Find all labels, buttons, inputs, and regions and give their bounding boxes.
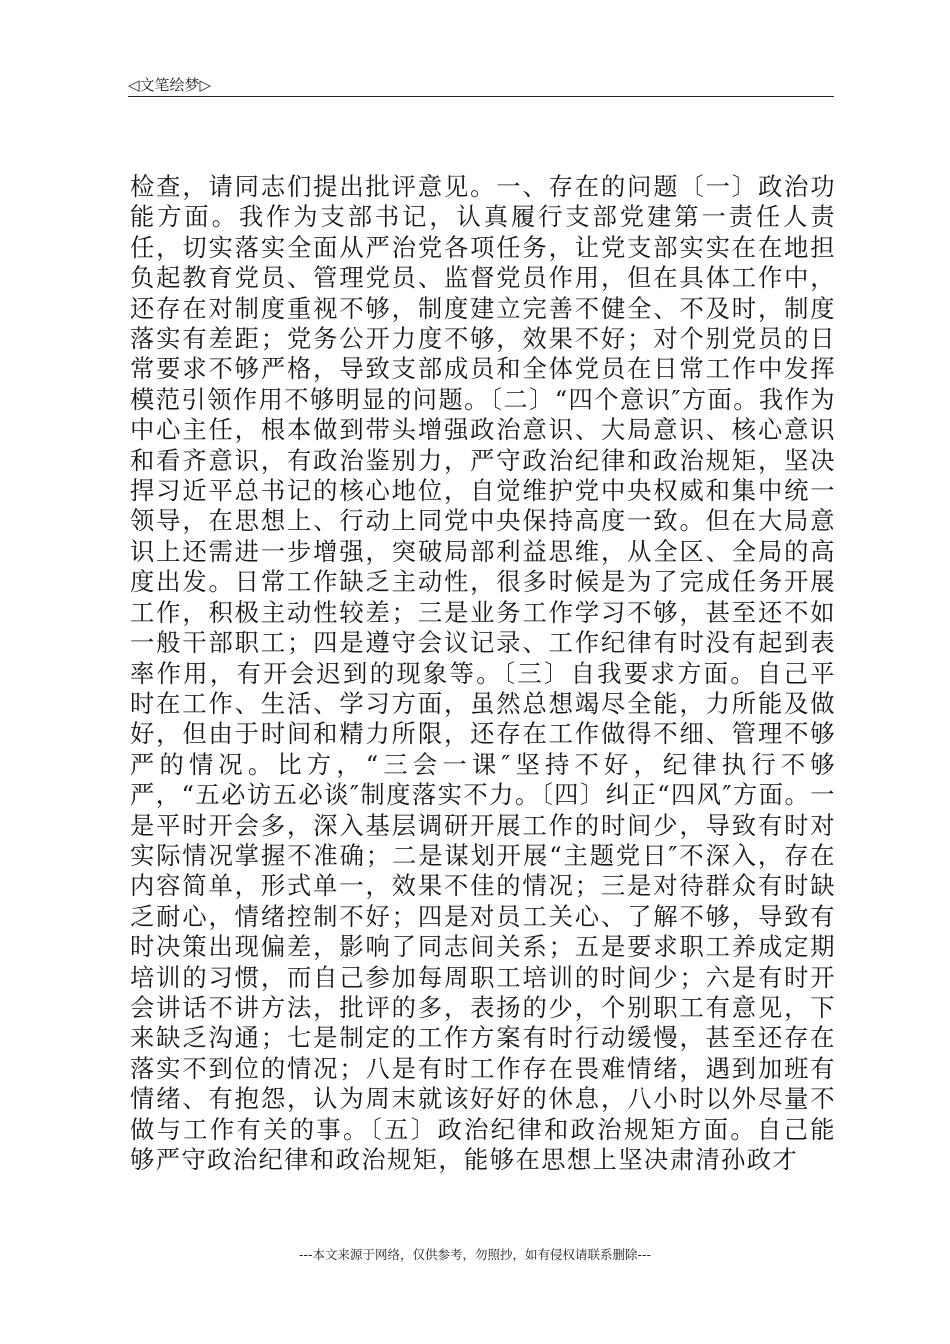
page-header xyxy=(128,70,834,98)
body-paragraph: 检查，请同志们提出批评意见。一、存在的问题〔一〕政治功能方面。我作为支部书记，认真履行支部党建第一责任人责任，切实落实全面从严治党各项任务，让党支部实实在在地担负起教育党员、管理党员、监督党员作用，但在具体工作中，还存在对制度重视不够，制度建立完善不健全、不及时，制度落实有差距；党务公开力度不够，效果不好；对个别党员的日常要求不够严格，导致支部成员和全体党员在日常工作中发挥模范引领作用不够明显的问题。〔二〕“四个意识″方面。我作为中心主任，根本做到带头增强政治意识、大局意识、核心意识和看齐意识，有政治鉴别力，严守政治纪律和政治规矩，坚决捍习近平总书记的核心地位，自觉维护党中央权威和集中统一领导，在思想上、行动上同党中央保持高度一致。但在大局意识上还需进一步增强，突破局部利益思维，从全区、全局的高度出发。日常工作缺乏主动性，很多时候是为了完成任务开展工作，积极主动性较差；三是业务工作学习不够，甚至还不如一般干部职工；四是遵守会议记录、工作纪律有时没有起到表率作用，有开会迟到的现象等。〔三〕自我要求方面。自己平时在工作、生活、学习方面，虽然总想竭尽全能，力所能及做好，但由于时间和精力所限，还存在工作做得不细、管理不够严的情况。比方，“三会一课″坚持不好，纪律执行不够严，“五必访五必谈″制度落实不力。〔四〕纠正“四风″方面。一是平时开会多，深入基层调研开展工作的时间少，导致有时对实际情况掌握不准确；二是谋划开展“主题党日″不深入，存在内容简单，形式单一，效果不佳的情况；三是对待群众有时缺乏耐心，情绪控制不好；四是对员工关心、了解不够，导致有时决策出现偏差，影响了同志间关系；五是要求职工养成定期培训的习惯，而自己参加每周职工培训的时间少；六是有时开会讲话不讲方法，批评的多，表扬的少，个别职工有意见，下来缺乏沟通；七是制定的工作方案有时行动缓慢，甚至还存在落实不到位的情况；八是有时工作存在畏难情绪，遇到加班有情绪、有抱怨，认为周末就该好好的休息，八小时以外尽量不做与工作有关的事。〔五〕政治纪律和政治规矩方面。自己能够严守政治纪律和政治规矩，能够在思想上坚决肃清孙政才 xyxy=(130,172,836,1174)
header-divider xyxy=(128,96,834,97)
header-logo: ◁文笔绘梦▷ xyxy=(128,76,212,94)
footer-disclaimer: ---本文来源于网络，仅供参考，勿照抄，如有侵权请联系删除--- xyxy=(298,1247,652,1262)
